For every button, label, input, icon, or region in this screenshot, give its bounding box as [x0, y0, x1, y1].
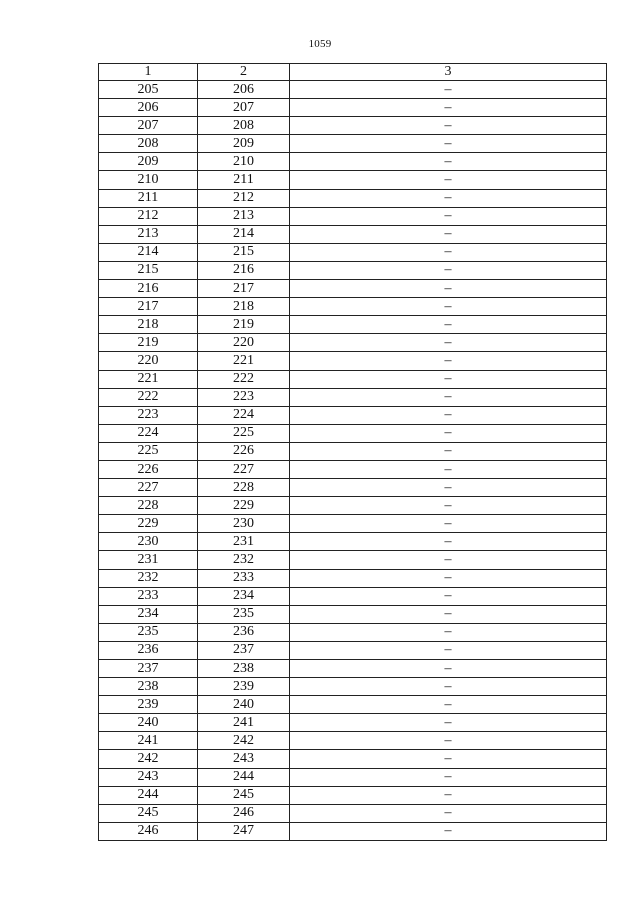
- table-row: [99, 786, 607, 804]
- table-cell-col-2: 206: [198, 81, 290, 99]
- table-cell-col-2: 208: [198, 117, 290, 135]
- table-cell-col-2: 228: [198, 479, 290, 497]
- table-cell-col-2: 209: [198, 135, 290, 153]
- column-header-3: 3: [290, 64, 607, 81]
- table-cell-col-3: –: [290, 804, 607, 822]
- table-cell-col-3: –: [290, 497, 607, 515]
- table-cell-col-1: 245: [99, 804, 198, 822]
- table-cell-col-2: 238: [198, 660, 290, 678]
- table-cell-col-2: 241: [198, 714, 290, 732]
- table-row: [99, 171, 607, 189]
- table-row: [99, 623, 607, 641]
- table-body: [99, 81, 607, 841]
- table-cell-col-1: 214: [99, 243, 198, 261]
- table-cell-col-3: –: [290, 569, 607, 587]
- table-cell-col-1: 237: [99, 660, 198, 678]
- table-cell-col-2: 229: [198, 497, 290, 515]
- table-row: [99, 768, 607, 786]
- table-cell-col-3: –: [290, 99, 607, 117]
- table-cell-col-1: 236: [99, 641, 198, 659]
- table-cell-col-3: –: [290, 352, 607, 370]
- table-cell-col-3: –: [290, 515, 607, 533]
- table-cell-col-2: 246: [198, 804, 290, 822]
- table-row: [99, 750, 607, 768]
- table-row: [99, 551, 607, 569]
- table-cell-col-1: 224: [99, 424, 198, 442]
- table-cell-col-1: 230: [99, 533, 198, 551]
- table-cell-col-2: 214: [198, 225, 290, 243]
- table-cell-col-3: –: [290, 261, 607, 279]
- table-cell-col-1: 220: [99, 352, 198, 370]
- table-cell-col-3: –: [290, 533, 607, 551]
- table-cell-col-1: 229: [99, 515, 198, 533]
- table-row: [99, 189, 607, 207]
- table-cell-col-3: –: [290, 623, 607, 641]
- table-cell-col-2: 222: [198, 370, 290, 388]
- table-cell-col-3: –: [290, 587, 607, 605]
- table-cell-col-3: –: [290, 696, 607, 714]
- table-cell-col-3: –: [290, 298, 607, 316]
- table-cell-col-1: 210: [99, 171, 198, 189]
- table-cell-col-2: 211: [198, 171, 290, 189]
- table-cell-col-2: 223: [198, 388, 290, 406]
- table-cell-col-2: 247: [198, 822, 290, 840]
- table-cell-col-3: –: [290, 280, 607, 298]
- table-cell-col-3: –: [290, 135, 607, 153]
- table-header-row: [99, 64, 607, 81]
- table-cell-col-1: 244: [99, 786, 198, 804]
- table-row: [99, 424, 607, 442]
- table-cell-col-2: 242: [198, 732, 290, 750]
- table-row: [99, 135, 607, 153]
- table-cell-col-3: –: [290, 750, 607, 768]
- table-row: [99, 479, 607, 497]
- table-cell-col-2: 245: [198, 786, 290, 804]
- table-cell-col-2: 236: [198, 623, 290, 641]
- table-cell-col-3: –: [290, 334, 607, 352]
- table-cell-col-1: 238: [99, 678, 198, 696]
- table-row: [99, 261, 607, 279]
- table-cell-col-3: –: [290, 786, 607, 804]
- table-cell-col-2: 235: [198, 605, 290, 623]
- table-cell-col-2: 233: [198, 569, 290, 587]
- table-row: [99, 460, 607, 478]
- table-cell-col-2: 210: [198, 153, 290, 171]
- table-cell-col-3: –: [290, 768, 607, 786]
- table-cell-col-1: 246: [99, 822, 198, 840]
- table-cell-col-2: 231: [198, 533, 290, 551]
- table-cell-col-1: 240: [99, 714, 198, 732]
- column-header-2: 2: [198, 64, 290, 81]
- table-row: [99, 660, 607, 678]
- table-cell-col-1: 221: [99, 370, 198, 388]
- table-cell-col-1: 227: [99, 479, 198, 497]
- table-row: [99, 207, 607, 225]
- table-cell-col-2: 216: [198, 261, 290, 279]
- table-cell-col-3: –: [290, 822, 607, 840]
- table-cell-col-2: 215: [198, 243, 290, 261]
- table-cell-col-3: –: [290, 460, 607, 478]
- table-row: [99, 442, 607, 460]
- table-row: [99, 225, 607, 243]
- table-cell-col-1: 239: [99, 696, 198, 714]
- table-row: [99, 370, 607, 388]
- table-row: [99, 406, 607, 424]
- table-row: [99, 280, 607, 298]
- table-cell-col-1: 218: [99, 316, 198, 334]
- table-row: [99, 81, 607, 99]
- table-row: [99, 497, 607, 515]
- table-cell-col-3: –: [290, 207, 607, 225]
- table-cell-col-2: 240: [198, 696, 290, 714]
- table-cell-col-1: 212: [99, 207, 198, 225]
- table-cell-col-3: –: [290, 388, 607, 406]
- table-cell-col-2: 227: [198, 460, 290, 478]
- table-cell-col-2: 237: [198, 641, 290, 659]
- table-cell-col-3: –: [290, 243, 607, 261]
- table-cell-col-3: –: [290, 479, 607, 497]
- table-cell-col-1: 225: [99, 442, 198, 460]
- table-row: [99, 334, 607, 352]
- table-row: [99, 117, 607, 135]
- table-cell-col-2: 243: [198, 750, 290, 768]
- table-cell-col-3: –: [290, 641, 607, 659]
- table-cell-col-2: 213: [198, 207, 290, 225]
- table-row: [99, 352, 607, 370]
- table-cell-col-2: 230: [198, 515, 290, 533]
- table-cell-col-3: –: [290, 117, 607, 135]
- table-cell-col-1: 207: [99, 117, 198, 135]
- table-cell-col-3: –: [290, 316, 607, 334]
- table-cell-col-2: 234: [198, 587, 290, 605]
- table-row: [99, 641, 607, 659]
- data-table: [98, 63, 607, 841]
- table-cell-col-3: –: [290, 81, 607, 99]
- table-cell-col-1: 216: [99, 280, 198, 298]
- table-cell-col-1: 219: [99, 334, 198, 352]
- table-row: [99, 243, 607, 261]
- table-row: [99, 388, 607, 406]
- table-cell-col-3: –: [290, 189, 607, 207]
- table-cell-col-1: 208: [99, 135, 198, 153]
- table-cell-col-1: 211: [99, 189, 198, 207]
- table-cell-col-2: 239: [198, 678, 290, 696]
- table-cell-col-3: –: [290, 406, 607, 424]
- table-cell-col-2: 220: [198, 334, 290, 352]
- table-cell-col-2: 207: [198, 99, 290, 117]
- table-cell-col-3: –: [290, 660, 607, 678]
- table-row: [99, 714, 607, 732]
- table-row: [99, 587, 607, 605]
- table-cell-col-1: 243: [99, 768, 198, 786]
- table-cell-col-1: 209: [99, 153, 198, 171]
- table-cell-col-1: 222: [99, 388, 198, 406]
- table-row: [99, 822, 607, 840]
- table-row: [99, 696, 607, 714]
- table-cell-col-1: 205: [99, 81, 198, 99]
- table-cell-col-1: 213: [99, 225, 198, 243]
- table-row: [99, 678, 607, 696]
- table-cell-col-1: 232: [99, 569, 198, 587]
- table-cell-col-2: 232: [198, 551, 290, 569]
- table-cell-col-3: –: [290, 225, 607, 243]
- table-cell-col-3: –: [290, 370, 607, 388]
- table-cell-col-2: 226: [198, 442, 290, 460]
- table-cell-col-2: 244: [198, 768, 290, 786]
- table-cell-col-3: –: [290, 153, 607, 171]
- table-cell-col-2: 225: [198, 424, 290, 442]
- table-cell-col-1: 233: [99, 587, 198, 605]
- table-cell-col-2: 224: [198, 406, 290, 424]
- table-cell-col-3: –: [290, 442, 607, 460]
- table-row: [99, 533, 607, 551]
- table-cell-col-1: 215: [99, 261, 198, 279]
- table-cell-col-2: 217: [198, 280, 290, 298]
- table-cell-col-1: 217: [99, 298, 198, 316]
- table-row: [99, 153, 607, 171]
- table-cell-col-3: –: [290, 714, 607, 732]
- table-cell-col-3: –: [290, 678, 607, 696]
- table-cell-col-2: 219: [198, 316, 290, 334]
- table-cell-col-3: –: [290, 424, 607, 442]
- table-cell-col-1: 226: [99, 460, 198, 478]
- table-cell-col-1: 234: [99, 605, 198, 623]
- table-cell-col-3: –: [290, 732, 607, 750]
- table-cell-col-1: 235: [99, 623, 198, 641]
- table-cell-col-1: 231: [99, 551, 198, 569]
- table-cell-col-1: 228: [99, 497, 198, 515]
- table-cell-col-3: –: [290, 171, 607, 189]
- table-cell-col-1: 223: [99, 406, 198, 424]
- table-row: [99, 804, 607, 822]
- table-cell-col-1: 206: [99, 99, 198, 117]
- table-row: [99, 569, 607, 587]
- table-row: [99, 99, 607, 117]
- table-row: [99, 515, 607, 533]
- table-cell-col-1: 241: [99, 732, 198, 750]
- table-cell-col-2: 221: [198, 352, 290, 370]
- table-cell-col-3: –: [290, 551, 607, 569]
- column-header-1: 1: [99, 64, 198, 81]
- table-row: [99, 316, 607, 334]
- table-row: [99, 298, 607, 316]
- page-number: 1059: [308, 38, 332, 50]
- table-cell-col-3: –: [290, 605, 607, 623]
- table-cell-col-2: 212: [198, 189, 290, 207]
- table-row: [99, 605, 607, 623]
- table-cell-col-2: 218: [198, 298, 290, 316]
- table-cell-col-1: 242: [99, 750, 198, 768]
- table-row: [99, 732, 607, 750]
